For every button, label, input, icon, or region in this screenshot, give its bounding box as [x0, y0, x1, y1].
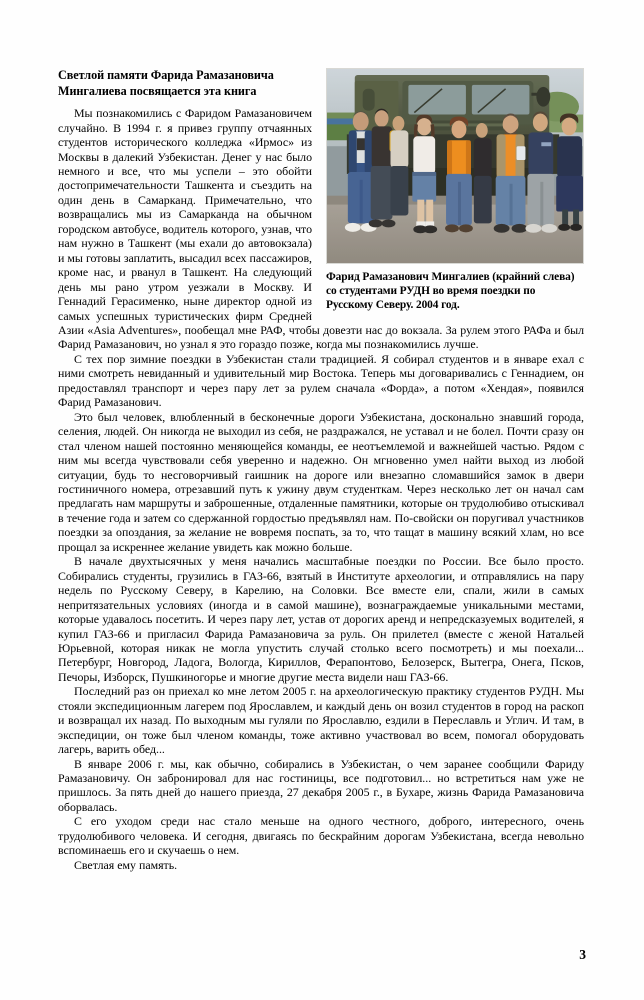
- body-paragraph: С его уходом среди нас стало меньше на одного честного, доброго, интересного, очень трудолюбивого человека. И сегодня, двигаясь по бескрайним дорогам Узбекистана, всегда невольно вспоминаешь его и скучаешь о нем.: [58, 814, 584, 858]
- body-paragraph: Это был человек, влюбленный в бесконечные дороги Узбекистана, досконально знавший города, селения, людей. Он никогда не выходил из себя, не раздражался, не уставал и не болел. Почти сразу он стал членом нашей постоянно меняющейся команды, ее неотъемлемой и важнейшей частью. Рядом с ним мы всегда чувствовали себя уверенно и надежно. Он мгновенно умел найти выход из любой ситуации, будь то несговорчивый гаишник на дороге или внезапно сломавшийся замок в двери гостиничного номера, отрезавший путь к ужину двум студенткам. Через несколько лет он начал сам предлагать нам маршруты и заброшенные, отдаленные памятники, которые он трудолюбиво отыскивал в течение года и затем со сдержанной гордостью предъявлял нам. По-свойски он поругивал участников поездки за опоздания, за желание не вовремя поспать, за то, что тащат в машину всякий хлам, но все прощал за искреннее желание увидеть как можно больше.: [58, 409, 584, 554]
- page-number: 3: [579, 947, 586, 962]
- group-photo: [326, 68, 584, 264]
- body-paragraph: В январе 2006 г. мы, как обычно, собирались в Узбекистан, о чем заранее сообщили Фариду Рамазановичу. Он забронировал для нас гостиницы, все подготовил... но встретиться нам уже не пришлось. За пять дней до нашего приезда, 27 декабря 2005 г., в Бухаре, жизнь Фарида Рамазановича оборвалась.: [58, 756, 584, 814]
- body-paragraph: В начале двухтысячных у меня начались масштабные поездки по России. Все было просто. Собирались студенты, грузились в ГАЗ-66, взятый в Институте археологии, и отправлялись на пару недель по Русскому Северу, в Карелию, на Соловки. Все вместе ели, спали, жили в самых непритязательных условиях (иногда и в самой машине), вознаграждаемые уникальными местами, которые удавалось посетить. И через пару лет, устав от дорогих аренд и непредсказуемых водителей, я купил ГАЗ-66 и пригласил Фарида Рамазановича за руль. Он прилетел (вместе с женой Натальей Юрьевной, которая никак не могла упустить случай столько всего посмотреть) и мы поехали... Петербург, Новгород, Ладога, Вологда, Кириллов, Ферапонтово, Белозерск, Вытегра, Онега, Псков, Печоры, Изборск, Пушкиногорье и многие другие места видели наш ГАЗ-66.: [58, 554, 584, 684]
- page-content: [58, 68, 584, 872]
- dedication-line-1: Светлой памяти Фарида Рамазановича: [58, 68, 274, 82]
- photo-caption: Фарид Рамазанович Мингалиев (крайний слева) со студентами РУДН во время поездки по Русскому Северу. 2004 год.: [326, 271, 575, 312]
- dedication-line-2: Мингалиева посвящается эта книга: [58, 83, 257, 98]
- group-photo-illustration: [327, 69, 583, 263]
- photo-figure: [326, 68, 584, 313]
- body-paragraph: Мы познакомились с Фаридом Рамазановичем случайно. В 1994 г. я привез группу отчаянных студентов исторического колледжа «Ирмос» из Москвы в далекий Узбекистан. Денег у нас было немного и все, что мы успели – это обойти достопримечательности Ташкента и съездить на один день в Самарканд. Примечательно, что возвращались мы из Самарканда на обычном городском автобусе, водитель которого, узнав, что нам нужно в Ташкент (мы ехали до автовокзала) и мы готовы заплатить, высадил всех пассажиров, кроме нас, и рванул в Ташкент. На следующий день мы рано утром уезжали в Москву. И Геннадий Герасименко, ныне директор одной из самых успешных туристических фирм Средней Азии «Asia Adventures», пообещал мне РАФ, чтобы довезти нас до вокзала. За рулем этого РАФа и был Фарид Рамазанович, но узнал я это гораздо позже, когда мы познакомились лучше.: [58, 106, 584, 352]
- body-paragraph: Последний раз он приехал ко мне летом 2005 г. на археологическую практику студентов РУДН. Мы стояли экспедиционным лагерем под Ярославлем, и каждый день он возил студентов в город на раскоп и возвращал их назад. По выходным мы гуляли по Ярославлю, ездили в Переславль и Углич. И там, в экспедиции, он тоже был членом команды, тоже активно участвовал во всем, помогал оборудовать лагерь, варить обед...: [58, 684, 584, 757]
- body-paragraph: Светлая ему память.: [74, 857, 178, 872]
- body-paragraph: С тех пор зимние поездки в Узбекистан стали традицией. Я собирал студентов и в январе ехал с ними смотреть невиданный и удивительный мир Востока. Теперь мы договаривались с Геннадием, он предоставлял транспорт и через пару лет за рулем сначала «Форда», а потом «Хендая», появился Фарид Рамазанович.: [58, 351, 584, 410]
